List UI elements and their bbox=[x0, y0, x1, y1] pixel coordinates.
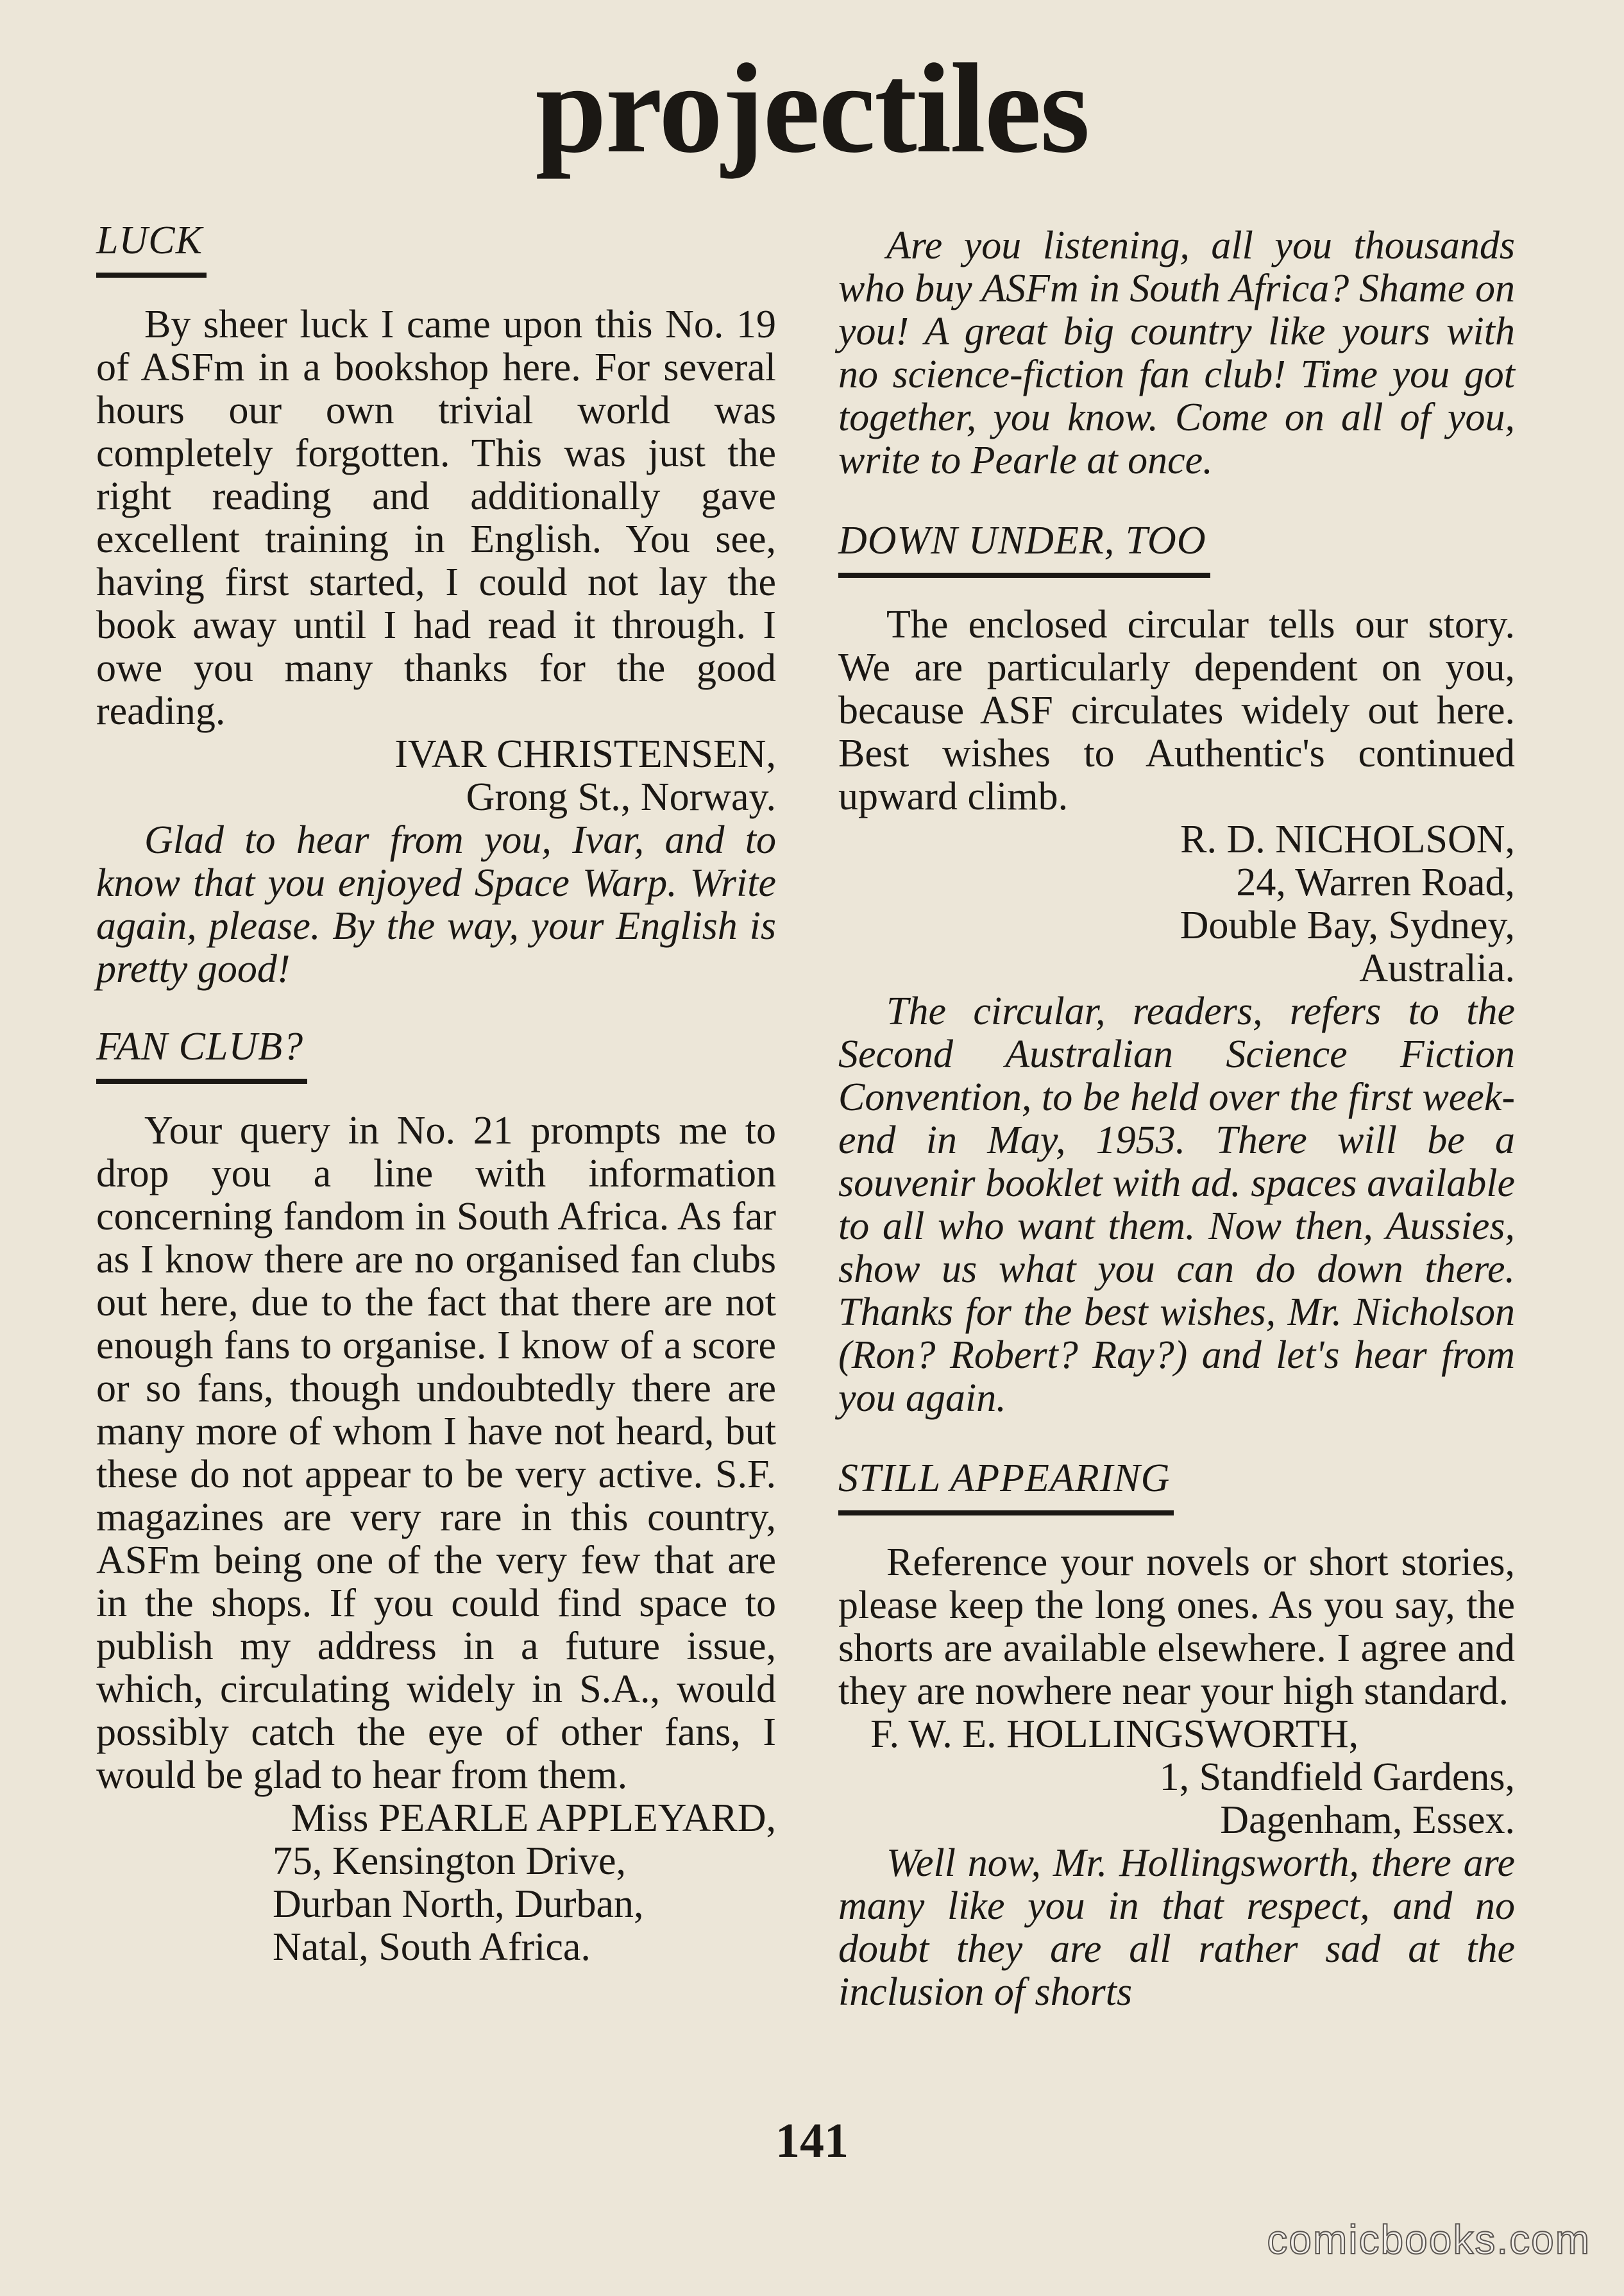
letter-fan-club-address-line-3: Natal, South Africa. bbox=[273, 1925, 591, 1969]
right-column bbox=[838, 224, 1515, 2014]
letter-fan-club-signature-name: Miss PEARLE APPLEYARD, bbox=[291, 1796, 776, 1840]
letter-down-under-signature-name: R. D. NICHOLSON, bbox=[1180, 818, 1515, 861]
watermark: comicbooks.com bbox=[1267, 2216, 1591, 2263]
editor-reply-luck: Glad to hear from you, Ivar, and to know that you enjoyed Space Warp. Write again, please. By the way, your English is pretty good! bbox=[96, 818, 776, 991]
section-heading-still-appearing: STILL APPEARING bbox=[838, 1456, 1174, 1515]
letter-still-appearing-signature-name: F. W. E. HOLLINGSWORTH, bbox=[870, 1712, 1359, 1756]
editor-reply-still-appearing: Well now, Mr. Hollingsworth, there are many like you in that respect, and no doubt they are all rather sad at the inclusion of shorts bbox=[838, 1841, 1515, 2014]
letter-fan-club-body: Your query in No. 21 prompts me to drop you a line with information concerning fandom in South Africa. As far as I know there are no organised fan clubs out here, due to the fact that there are not enough fans to organise. I know of a score or so fans, though undoubtedly there are many more of whom I have not heard, but these do not appear to be very active. S.F. magazines are very rare in this country, ASFm being one of the very few that are in the shops. If you could find space to publish my address in a future issue, which, circulating widely in S.A., would possibly catch the eye of other fans, I would be glad to hear from them. bbox=[96, 1109, 776, 1797]
letter-fan-club-address-line-2: Durban North, Durban, bbox=[273, 1882, 644, 1926]
page-number: 141 bbox=[775, 2114, 849, 2168]
section-heading-fan-club: FAN CLUB? bbox=[96, 1024, 307, 1084]
letter-fan-club-address-line-1: 75, Kensington Drive, bbox=[273, 1839, 627, 1883]
letter-down-under-address-line-1: 24, Warren Road, bbox=[1236, 861, 1515, 904]
letter-still-appearing-body: Reference your novels or short stories, please keep the long ones. As you say, the shorts are available elsewhere. I agree and they are nowhere near your high standard. bbox=[838, 1541, 1515, 1713]
letter-down-under-body: The enclosed circular tells our story. We are particularly dependent on you, because ASF circulates widely out here. Best wishes to Authentic's continued upward climb. bbox=[838, 603, 1515, 818]
letter-down-under-address-line-3: Australia. bbox=[1359, 947, 1515, 990]
letter-down-under-address-line-2: Double Bay, Sydney, bbox=[1180, 904, 1515, 947]
left-column bbox=[96, 218, 776, 1969]
editor-reply-fan-club: Are you listening, all you thousands who buy ASFm in South Africa? Shame on you! A great big country like yours with no science-fiction fan club! Time you got together, you know. Come on all of you, write to Pearle at once. bbox=[838, 224, 1515, 482]
letter-still-appearing-address-line-2: Dagenham, Essex. bbox=[1220, 1798, 1515, 1842]
section-heading-down-under: DOWN UNDER, TOO bbox=[838, 518, 1210, 578]
letter-luck-signature-name: IVAR CHRISTENSEN, bbox=[394, 732, 776, 776]
section-heading-luck: LUCK bbox=[96, 218, 207, 278]
letter-still-appearing-address-line-1: 1, Standfield Gardens, bbox=[1159, 1755, 1515, 1799]
editor-reply-down-under: The circular, readers, refers to the Second Australian Science Fiction Convention, to be held over the first week-end in May, 1953. There will be a souvenir booklet with ad. spaces available to all who want them. Now then, Aussies, show us what you can do down there. Thanks for the best wishes, Mr. Nicholson (Ron? Robert? Ray?) and let's hear from you again. bbox=[838, 990, 1515, 1420]
letter-luck-signature-place: Grong St., Norway. bbox=[466, 775, 776, 819]
letter-luck-body: By sheer luck I came upon this No. 19 of ASFm in a bookshop here. For several hours our own trivial world was completely forgotten. This was just the right reading and additionally gave excellent training in English. You see, having first started, I could not lay the book away until I had read it through. I owe you many thanks for the good reading. bbox=[96, 303, 776, 733]
page-title: projectiles bbox=[535, 38, 1089, 180]
